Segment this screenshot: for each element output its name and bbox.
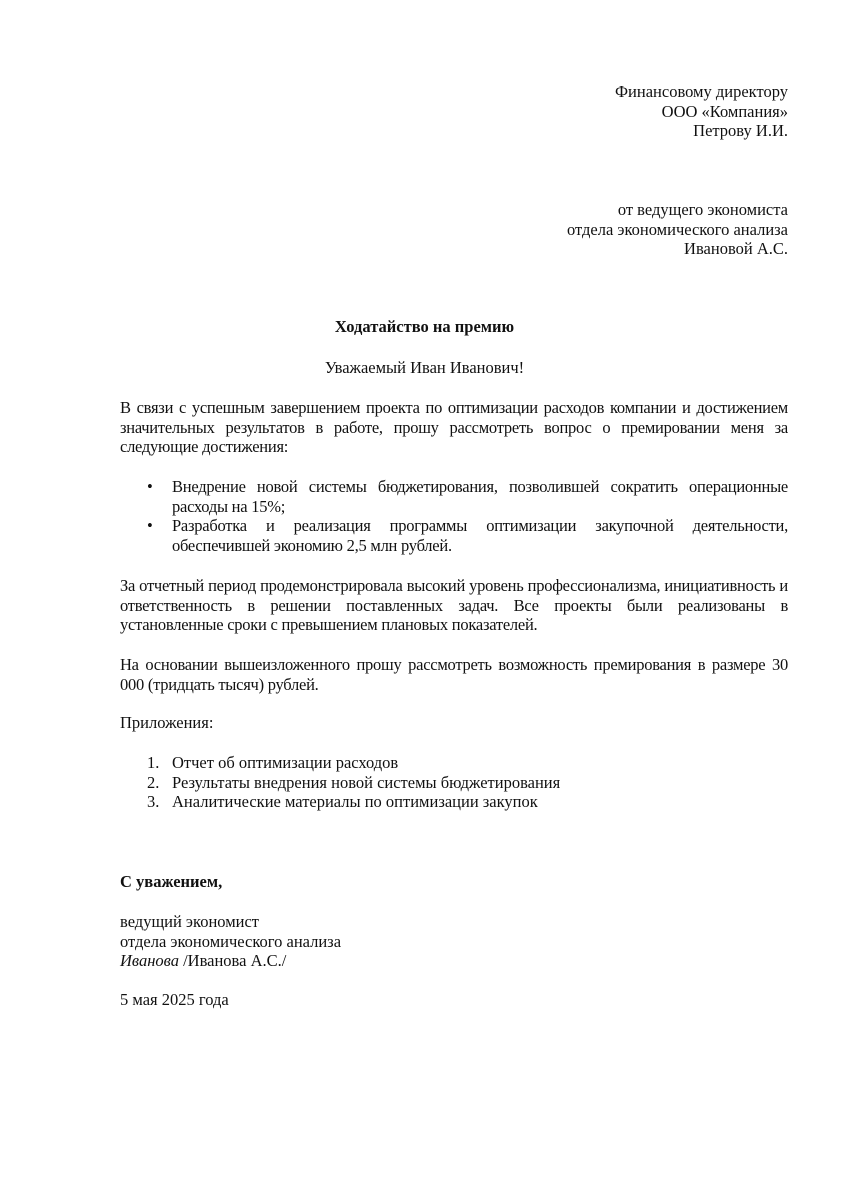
signature-name: /Иванова А.С./ <box>183 951 287 971</box>
recipient-block <box>615 82 788 141</box>
attachment-text: Отчет об оптимизации расходов <box>172 753 399 772</box>
attachment-item <box>120 773 560 793</box>
achievements-list <box>120 477 788 555</box>
intro-paragraph: В связи с успешным завершением проекта по оптимизации расходов компании и достижением значительных результатов в работе, прошу рассмотреть вопрос о премировании меня за следующие достижения: <box>120 398 788 457</box>
achievement-text: Внедрение новой системы бюджетирования, позволившей сократить операционные расходы на 15%; <box>172 477 788 516</box>
recipient-line: Финансовому директору <box>615 82 788 101</box>
sender-line: от ведущего экономиста <box>617 200 788 219</box>
signature: Иванова <box>120 951 179 971</box>
attachment-text: Аналитические материалы по оптимизации закупок <box>172 792 538 812</box>
attachment-number: 1. <box>147 753 160 772</box>
signer-department: отдела экономического анализа <box>120 931 342 951</box>
sender-line: отдела экономического анализа <box>566 219 788 239</box>
closing-salutation: С уважением, <box>120 872 223 891</box>
bullet-icon: • <box>147 516 153 536</box>
document-title: Ходатайство на премию <box>334 317 515 336</box>
performance-paragraph: За отчетный период продемонстрировала высокий уровень профессионализма, инициативность и ответственность в решении поставленных задач. Все проекты были реализованы в установленные сроки с превышением плановых показателей. <box>120 576 788 635</box>
attachment-number: 2. <box>147 772 160 792</box>
sender-block <box>567 200 788 259</box>
achievement-item <box>120 477 788 516</box>
document-date: 5 мая 2025 года <box>120 990 229 1009</box>
bullet-icon: • <box>147 477 153 496</box>
attachment-item <box>120 792 560 812</box>
achievement-text: Разработка и реализация программы оптимизации закупочной деятельности, обеспечившей экономию 2,5 млн рублей. <box>172 516 788 555</box>
signature-line <box>120 951 341 971</box>
recipient-line: ООО «Компания» <box>661 101 788 121</box>
signature-block <box>120 912 341 971</box>
attachment-number: 3. <box>147 792 160 812</box>
attachments-heading: Приложения: <box>120 713 214 732</box>
recipient-line: Петрову И.И. <box>693 121 788 140</box>
request-paragraph: На основании вышеизложенного прошу рассмотреть возможность премирования в размере 30 000 (тридцать тысяч) рублей. <box>120 655 788 694</box>
attachments-list <box>120 753 560 812</box>
greeting: Уважаемый Иван Иванович! <box>324 358 525 377</box>
achievement-item <box>120 516 788 555</box>
attachment-item <box>120 753 560 773</box>
sender-line: Ивановой А.С. <box>684 239 788 258</box>
signer-position: ведущий экономист <box>120 912 260 931</box>
attachment-text: Результаты внедрения новой системы бюджетирования <box>172 772 561 792</box>
